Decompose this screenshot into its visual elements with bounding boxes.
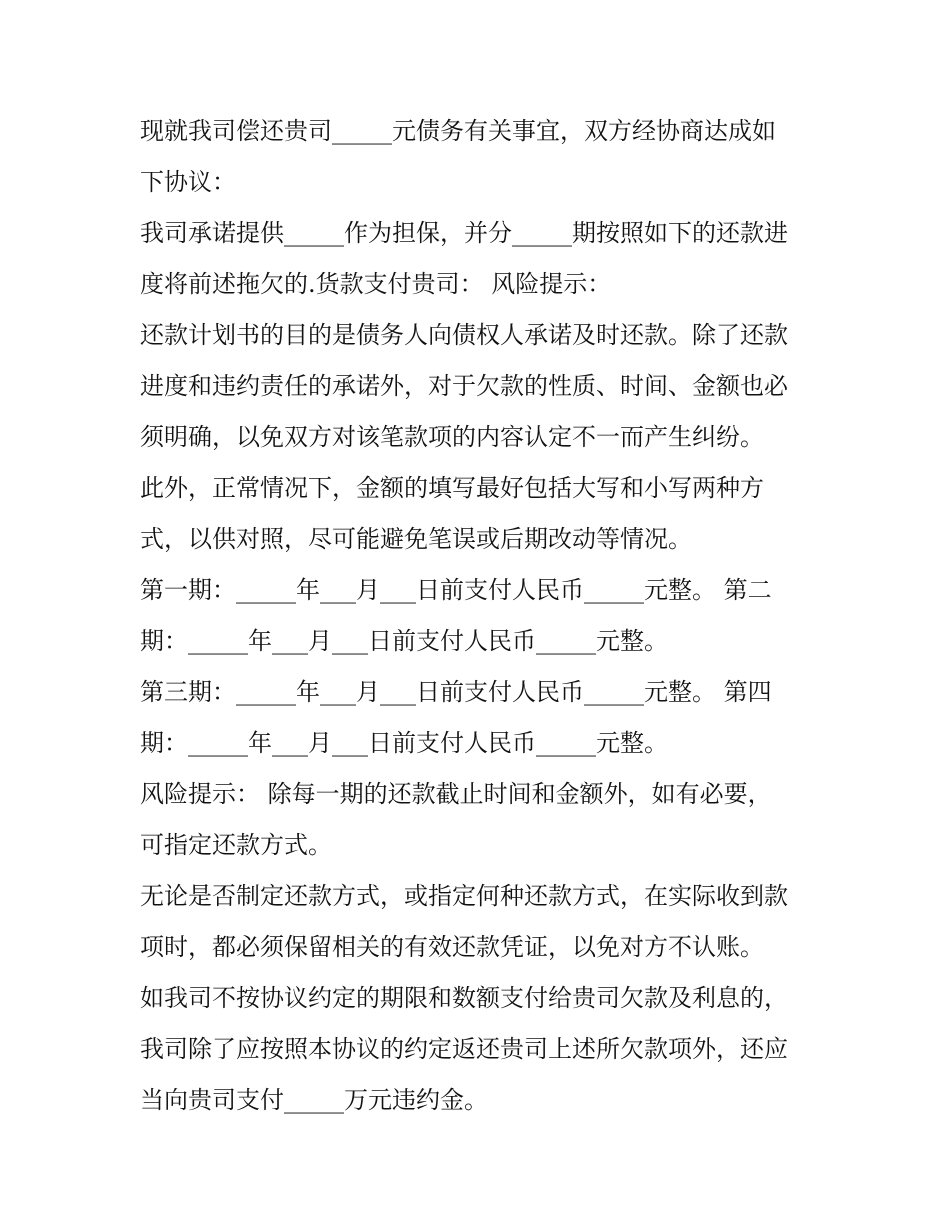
text-line: 项时，都必须保留相关的有效还款凭证，以免对方不认账。 bbox=[140, 933, 764, 961]
text-line: 下协议： bbox=[140, 168, 236, 196]
text-line: 现就我司偿还贵司_____元债务有关事宜，双方经协商达成如 bbox=[140, 117, 776, 145]
text-line: 第三期：_____年___月___日前支付人民币_____元整。 第四 bbox=[140, 678, 772, 706]
text-line: 还款计划书的目的是债务人向债权人承诺及时还款。除了还款 bbox=[140, 321, 788, 349]
text-line: 我司除了应按照本协议的约定返还贵司上述所欠款项外，还应 bbox=[140, 1035, 788, 1063]
text-line: 须明确，以免双方对该笔款项的内容认定不一而产生纠纷。 bbox=[140, 423, 764, 451]
text-line: 此外，正常情况下，金额的填写最好包括大写和小写两种方 bbox=[140, 474, 764, 502]
text-line: 期：_____年___月___日前支付人民币_____元整。 bbox=[140, 729, 668, 757]
text-line: 无论是否制定还款方式，或指定何种还款方式，在实际收到款 bbox=[140, 882, 788, 910]
text-line: 期：_____年___月___日前支付人民币_____元整。 bbox=[140, 627, 668, 655]
text-line: 风险提示： 除每一期的还款截止时间和金额外，如有必要， bbox=[140, 780, 772, 808]
text-line: 第一期：_____年___月___日前支付人民币_____元整。 第二 bbox=[140, 576, 772, 604]
text-line: 如我司不按协议约定的期限和数额支付给贵司欠款及利息的， bbox=[140, 984, 788, 1012]
text-line: 式，以供对照，尽可能避免笔误或后期改动等情况。 bbox=[140, 525, 692, 553]
text-line: 可指定还款方式。 bbox=[140, 831, 332, 859]
text-line: 当向贵司支付_____万元违约金。 bbox=[140, 1086, 488, 1114]
document-body bbox=[140, 106, 820, 1126]
text-line: 进度和违约责任的承诺外，对于欠款的性质、时间、金额也必 bbox=[140, 372, 788, 400]
text-line: 度将前述拖欠的.货款支付贵司： 风险提示： bbox=[140, 270, 612, 298]
text-line: 我司承诺提供_____作为担保，并分_____期按照如下的还款进 bbox=[140, 219, 788, 247]
